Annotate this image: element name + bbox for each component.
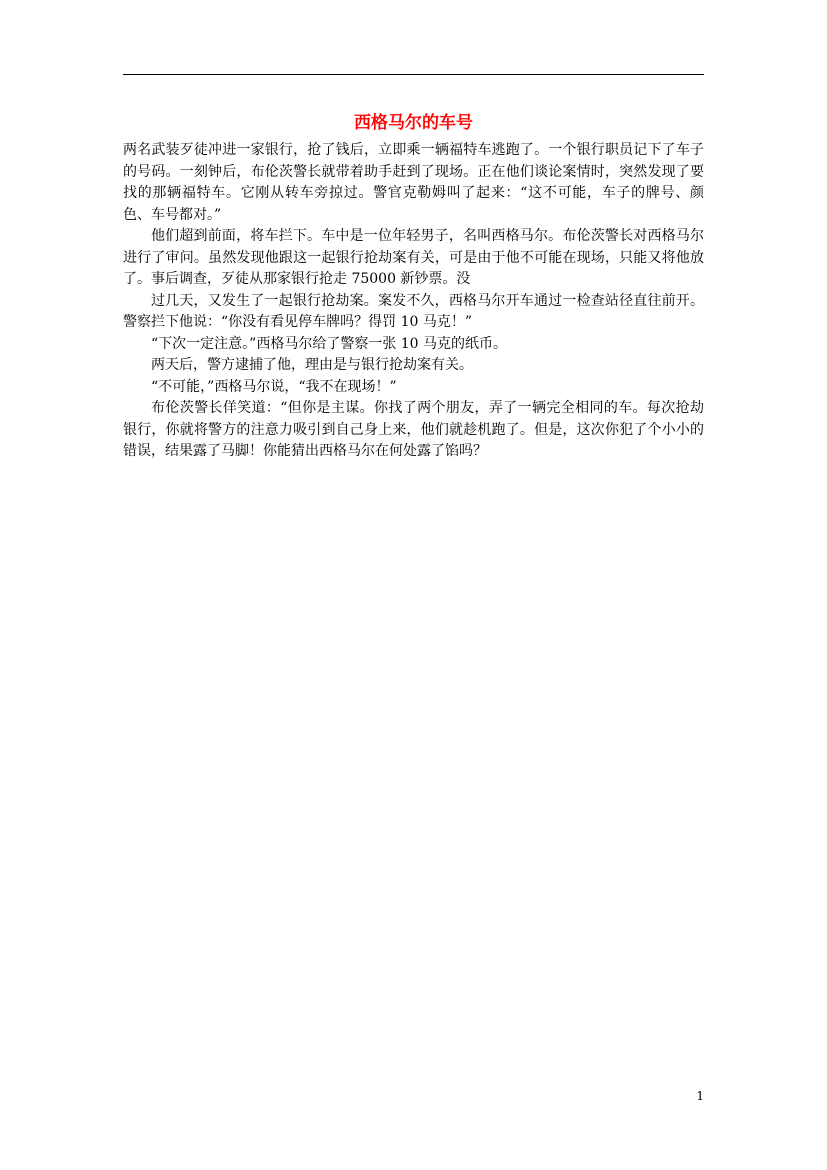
document-title: 西格马尔的车号: [354, 113, 473, 133]
paragraph-4: “下次一定注意。”西格马尔给了警察一张 10 马克的纸币。: [151, 335, 508, 352]
header-rule: [123, 74, 704, 75]
paragraph-6: “不可能，”西格马尔说，“我不在现场！”: [151, 378, 397, 395]
paragraph-3: 过几天，又发生了一起银行抢劫案。案发不久，西格马尔开车通过一检查站径直往前开。警察拦下他说：“你没有看见停车牌吗？得罚 10 马克！”: [123, 292, 704, 330]
document-body: [123, 140, 704, 463]
paragraph-2: 他们超到前面，将车拦下。车中是一位年轻男子，名叫西格马尔。布伦茨警长对西格马尔进行了审问。虽然发现他跟这一起银行抢劫案有关，可是由于他不可能在现场，只能又将他放了。事后调查，歹徒从那家银行抢走 75000 新钞票。没: [123, 228, 704, 287]
paragraph-1: 两名武装歹徒冲进一家银行，抢了钱后，立即乘一辆福特车逃跑了。一个银行职员记下了车子的号码。一刻钟后，布伦茨警长就带着助手赶到了现场。正在他们谈论案情时，突然发现了要找的那辆福特车。它刚从转车旁掠过。警官克勒姆叫了起来：“这不可能，车子的牌号、颜色、车号都对。”: [123, 142, 704, 223]
paragraph-7: 布伦茨警长佯笑道：“但你是主谋。你找了两个朋友，弄了一辆完全相同的车。每次抢劫银行，你就将警方的注意力吸引到自己身上来，他们就趁机跑了。但是，这次你犯了个小小的错误，结果露了马脚！你能猜出西格马尔在何处露了馅吗？: [123, 400, 704, 459]
page-number: 1: [696, 1089, 704, 1103]
paragraph-5: 两天后，警方逮捕了他，理由是与银行抢劫案有关。: [151, 357, 473, 373]
